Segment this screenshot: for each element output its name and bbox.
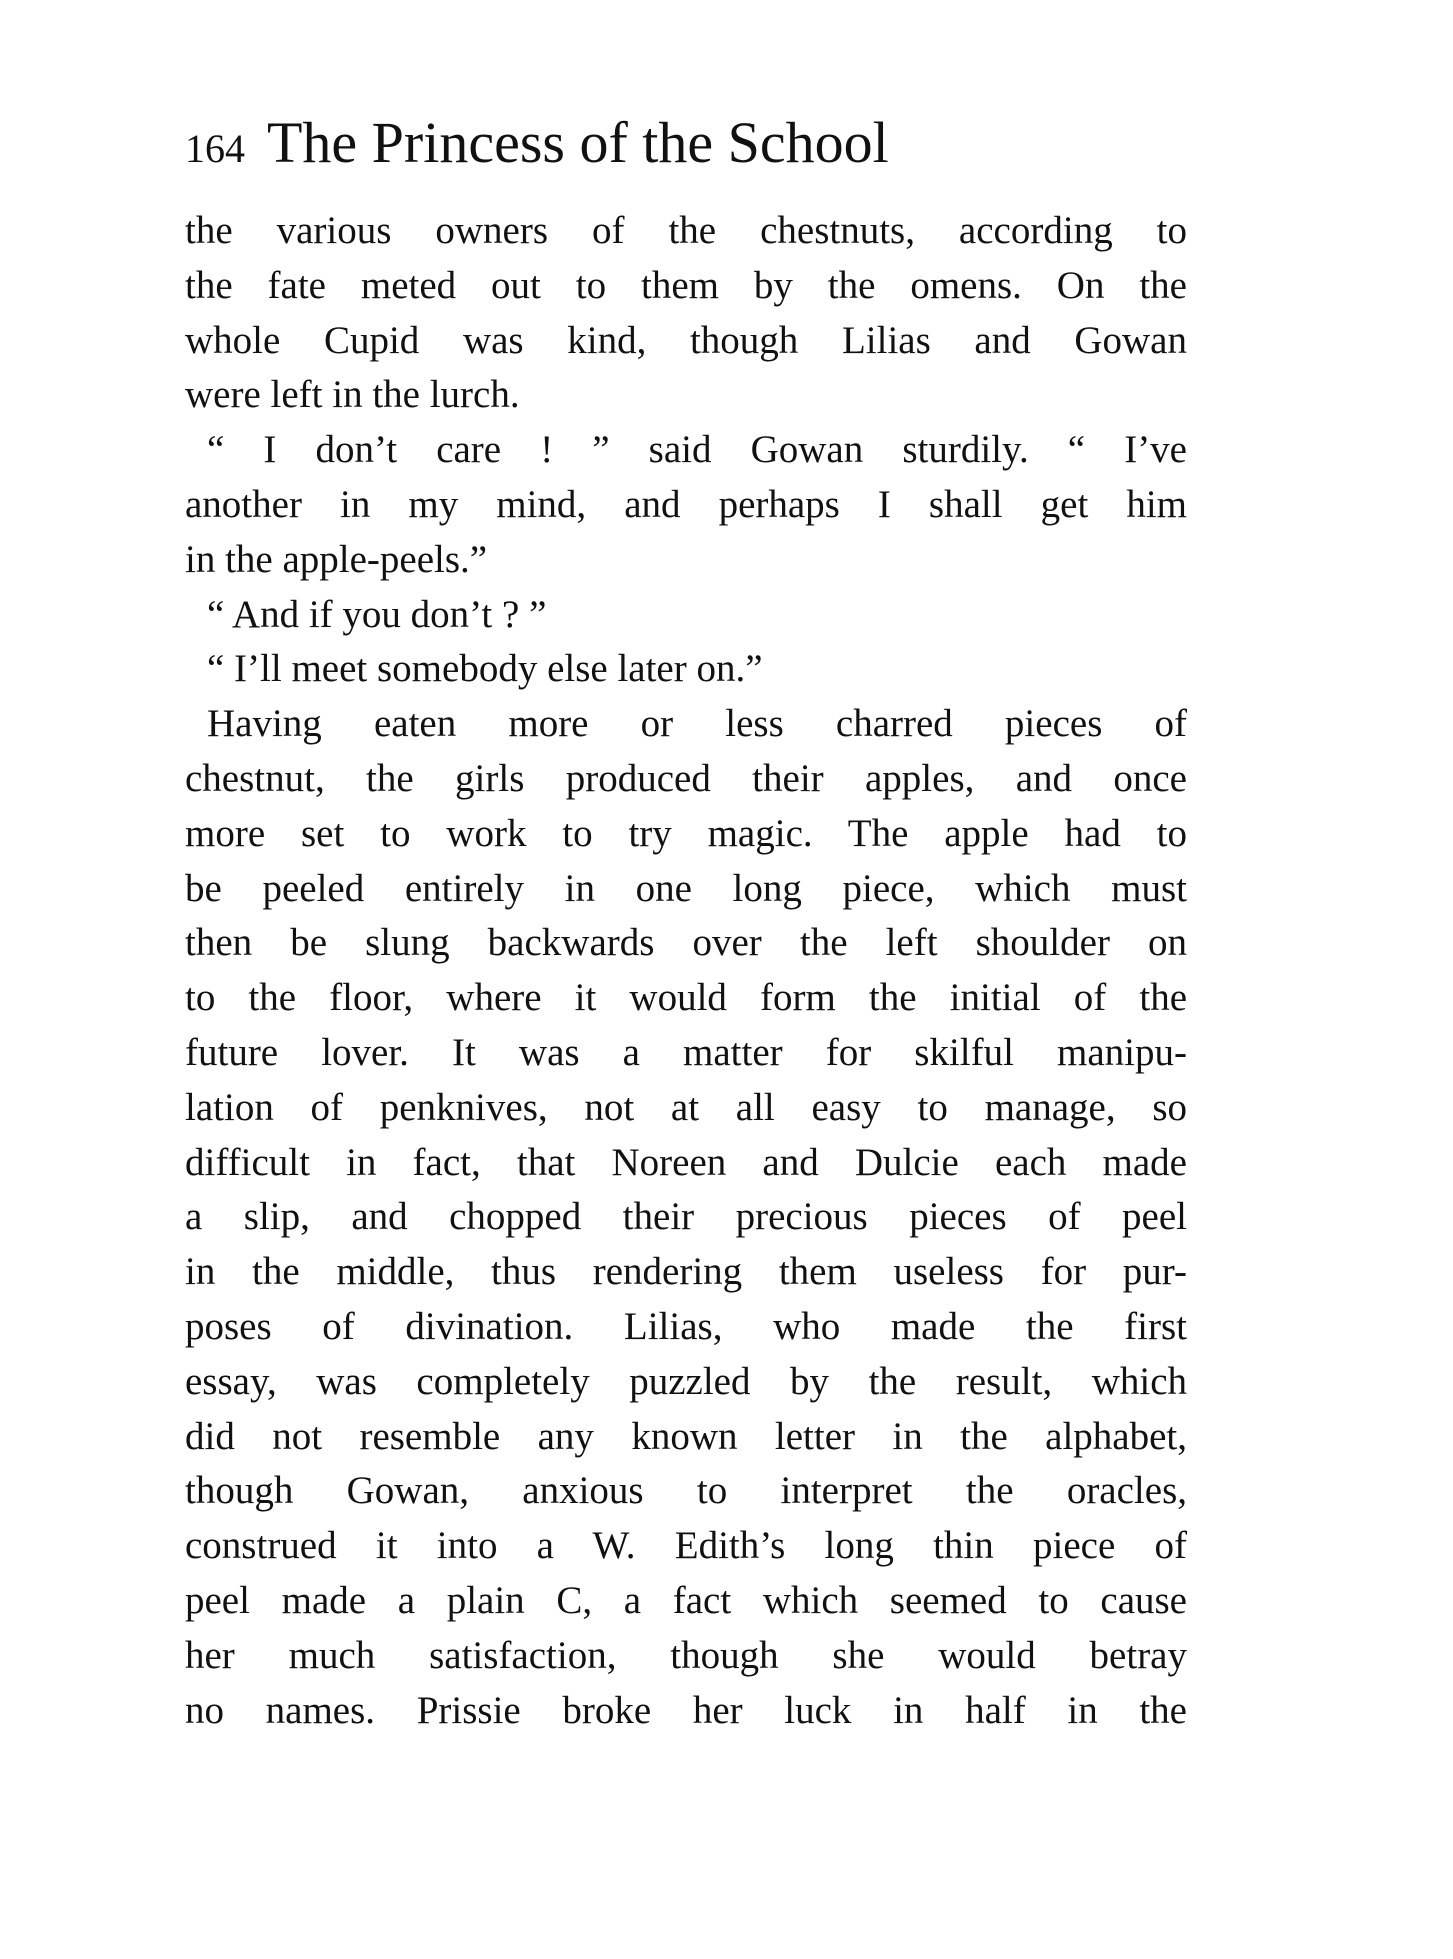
text-line: though Gowan, anxious to interpret the oracles, [185,1469,1187,1513]
text-line: whole Cupid was kind, though Lilias and Gowan [185,318,1187,362]
text-line: no names. Prissie broke her luck in half in the [185,1688,1187,1732]
text-line: her much satisfaction, though she would betray [185,1633,1187,1677]
text-line: did not resemble any known letter in the alphabet, [185,1414,1187,1458]
text-line: the fate meted out to them by the omens. On the [185,263,1187,307]
text-line: be peeled entirely in one long piece, which must [185,866,1187,910]
text-line: difficult in fact, that Noreen and Dulcie each made [185,1140,1187,1184]
page-header [185,108,1185,184]
text-line: poses of divination. Lilias, who made the first [185,1304,1187,1348]
text-line: future lover. It was a matter for skilful manipu- [185,1030,1187,1074]
text-line: essay, was completely puzzled by the result, which [185,1359,1187,1403]
text-line: a slip, and chopped their precious pieces of peel [185,1195,1187,1239]
text-line: another in my mind, and perhaps I shall get him [185,482,1187,526]
text-line: “ And if you don’t ? ” [207,592,547,636]
text-line: in the middle, thus rendering them useless for pur- [185,1250,1187,1294]
text-line: were left in the lurch. [185,373,520,417]
text-line: construed it into a W. Edith’s long thin piece of [185,1524,1187,1568]
text-line: lation of penknives, not at all easy to manage, so [185,1085,1187,1129]
text-line: chestnut, the girls produced their apples, and once [185,756,1187,800]
text-line: then be slung backwards over the left shoulder on [185,921,1187,965]
text-line: “ I don’t care ! ” said Gowan sturdily. “ I’ve [207,428,1187,472]
page-number: 164 [185,126,245,171]
running-title: The Princess of the School [267,110,889,175]
text-line: Having eaten more or less charred pieces of [207,702,1187,746]
text-line: the various owners of the chestnuts, according to [185,209,1187,252]
text-line: peel made a plain C, a fact which seemed to cause [185,1578,1187,1622]
text-line: more set to work to try magic. The apple had to [185,811,1187,855]
body-text [185,204,1187,1738]
text-line: “ I’ll meet somebody else later on.” [207,647,763,691]
text-line: in the apple-peels.” [185,537,488,581]
text-line: to the floor, where it would form the initial of the [185,976,1187,1020]
